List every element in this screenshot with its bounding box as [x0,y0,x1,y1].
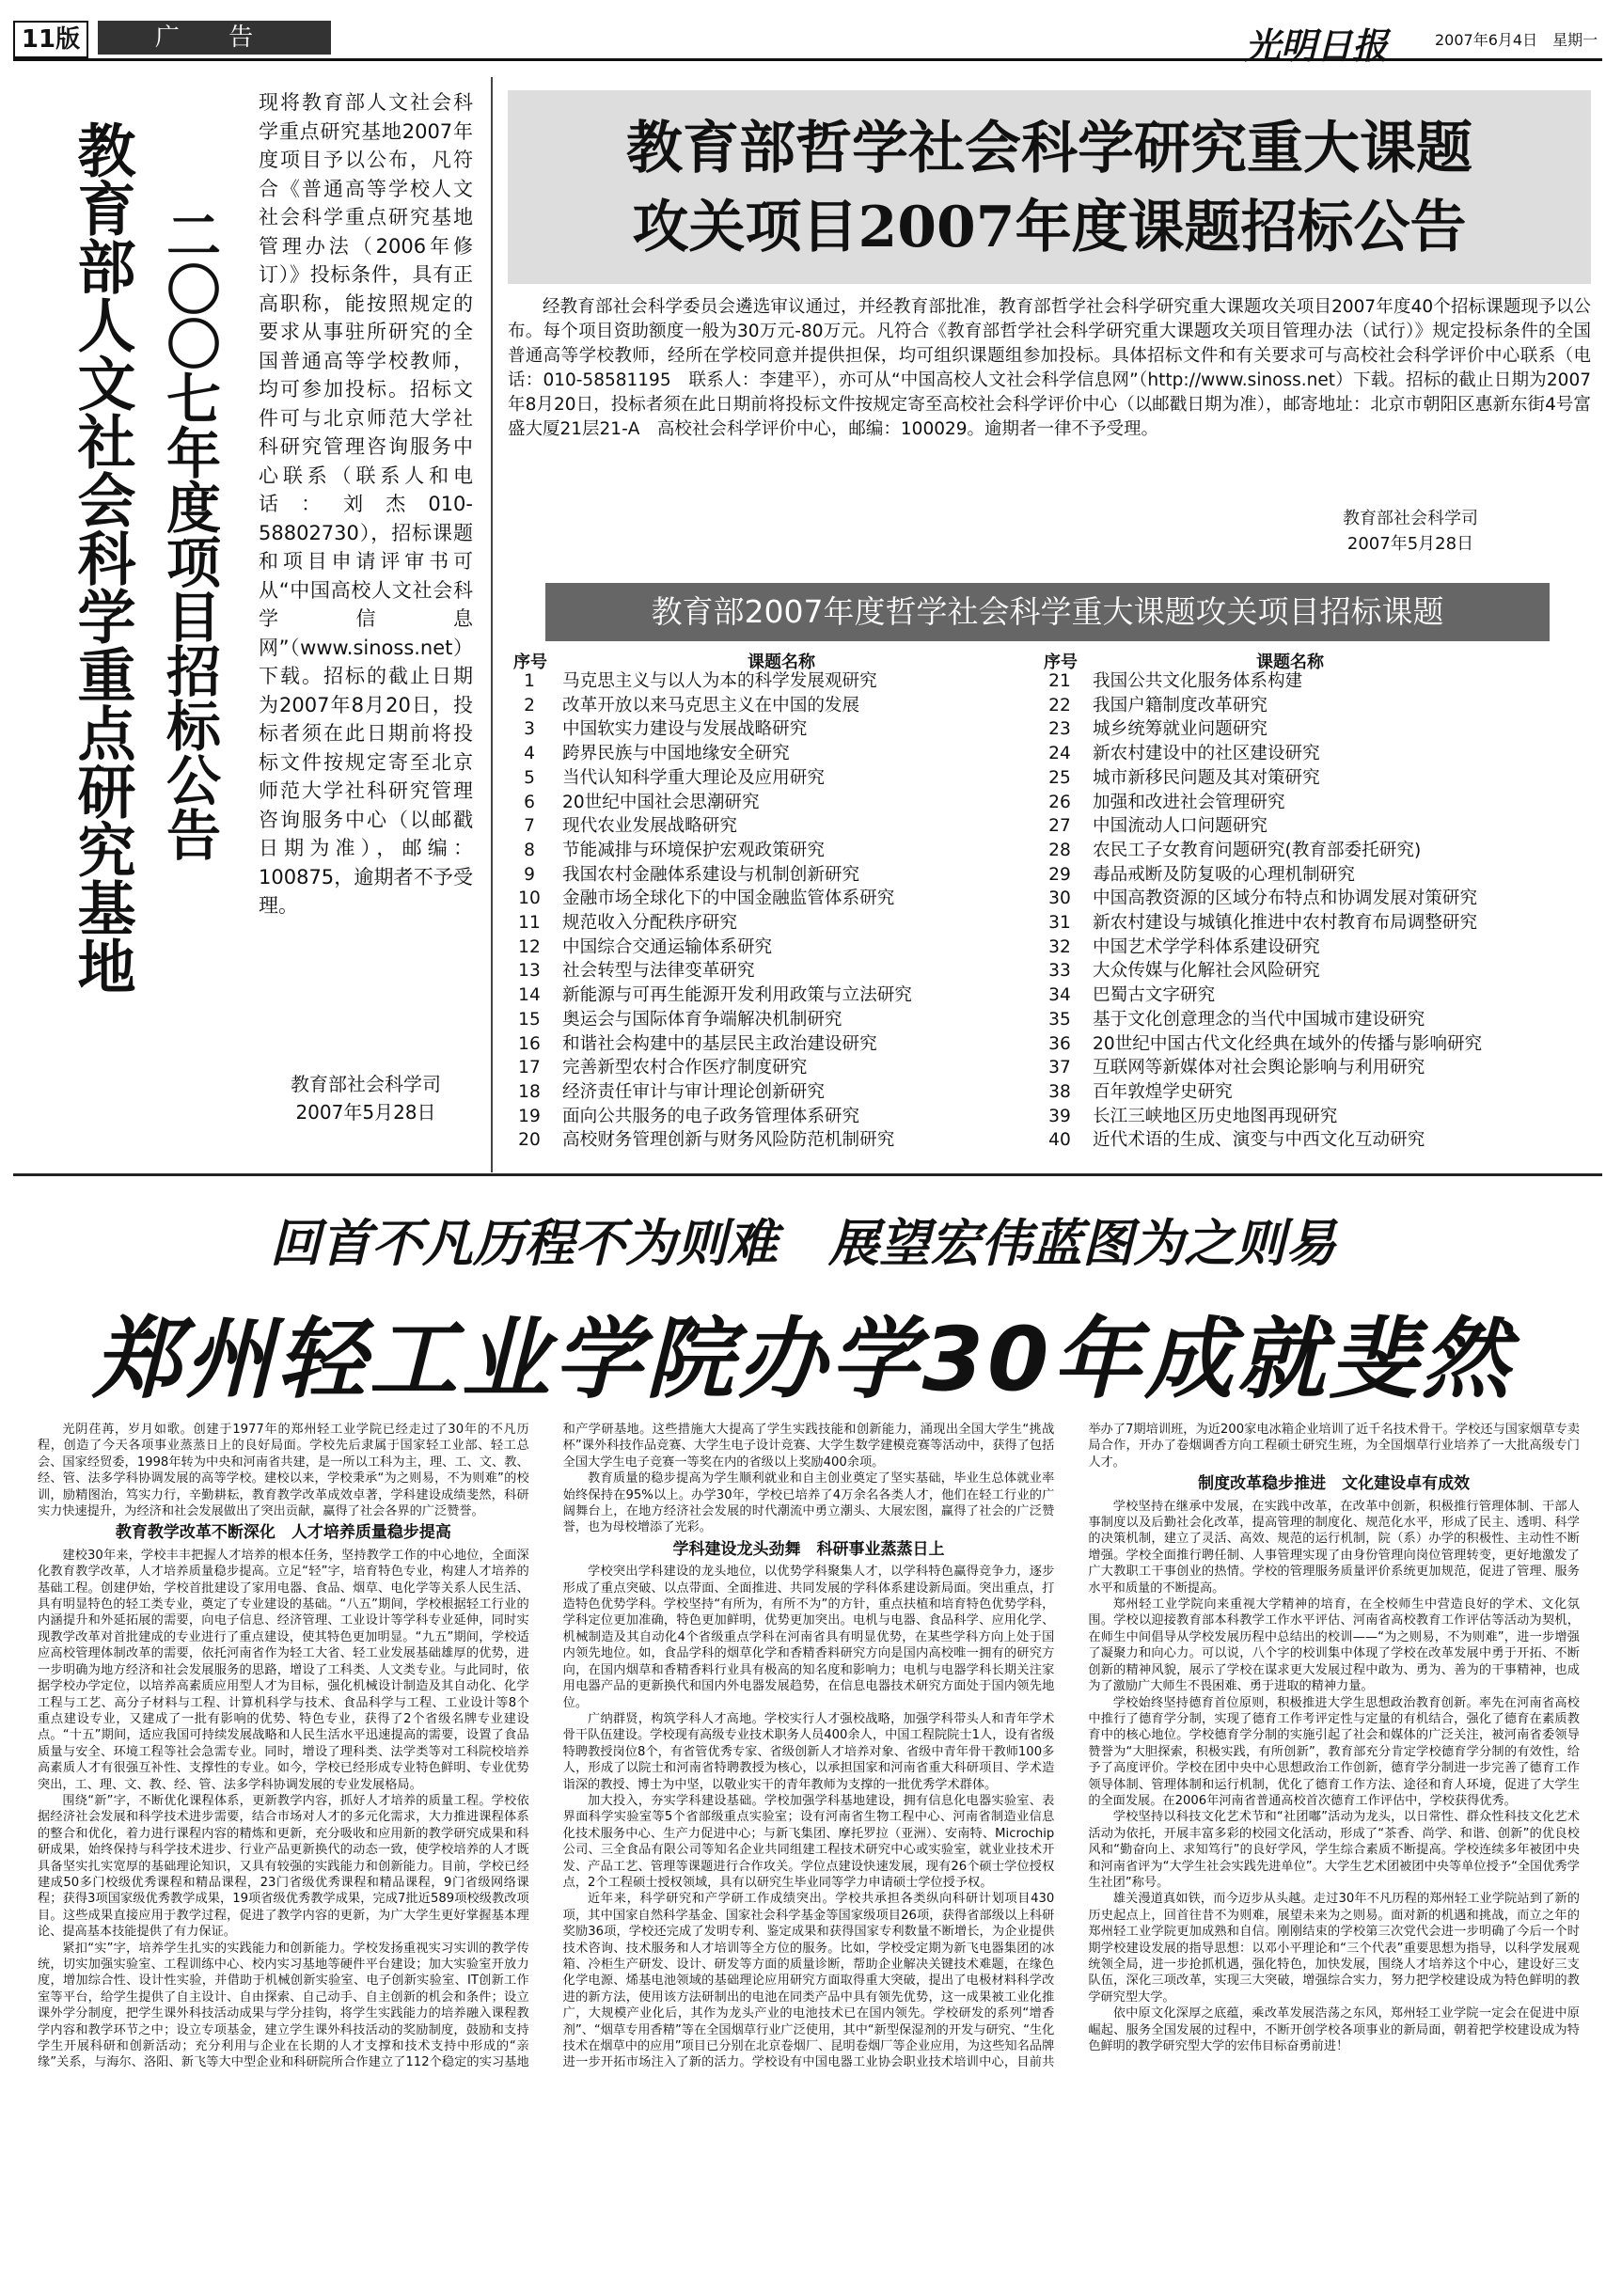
topic-row [1040,936,1482,960]
topic-name: 我国户籍制度改革研究 [1093,695,1267,716]
article-paragraph: 学校坚持在继承中发展，在实践中改革，在改革中创新，积极推行管理体制、干部人事制度以及后勤社会化改革，提高管理的制度化、规范化水平，形成了民主、透明、科学的决策机制，建立了灵活、高效、规范的运行机制，院（系）办学的积极性、主动性不断增强。学校全面推行聘任制、人事管理实现了由身份管理向岗位管理转变，更好地激发了广大教职工干事创业的热情。学校的管理服务质量评价系统更加规范，促进了管理、服务水平和质量的不断提高。 [1088,1499,1580,1596]
base-notice-title: 教育部人文社会科学重点研究基地 [68,120,136,995]
article-paragraph: 建校30年来，学校丰丰把握人才培养的根本任务，坚持教学工作的中心地位，全面深化教育教学改革，人才培养质量稳步提高。立足“轻”字，培育特色专业，构建人才培养的基础工程。创建伊始，学校首批建设了家用电器、食品、烟草、电化学等关系人民生活、具有明显特色的轻工类专业，奠定了专业建设的基础。“八五”期间，学校根据轻工行业的内涵提升和外延拓展的需要，向电子信息、经济管理、工业设计等学科专业延伸，同时实现教学改革对首批建成的专业进行了重点建设，使其特色更加明显。“九五”期间，学校适应高校管理体制改革的需要，依托河南省作为轻工大省、轻工业发展基础雄厚的优势，进一步明确为地方经济和社会发展服务的思路，增设了工科类、人文类专业。与此同时，依据学校办学定位，以培养高素质应用型人才为目标，强化机械设计制造及其自动化、化学工程与工艺、高分子材料与工程、计算机科学与技术、食品科学与工程、工业设计等8个重点建设专业，又建成了一批有影响的优势、特色专业，获得了2个省级名牌专业建设点。“十五”期间，适应我国可持续发展战略和人民生活水平迅速提高的需要，设置了食品质量与安全、环境工程等社会急需专业。同时，增设了理科类、法学类等对工科院校培养高素质人才有很强互补性、支撑性的专业。如今，学校已经形成专业特色鲜明、专业优势突出，工、理、文、教、经、管、法多学科协调发展的专业发展格局。 [38,1548,529,1792]
topic-number: 10 [518,889,541,909]
topic-name: 我国农村金融体系建设与机制创新研究 [562,864,860,885]
topic-number: 9 [524,864,535,885]
topic-number: 16 [518,1033,541,1054]
topic-number: 5 [524,767,535,788]
topic-number: 4 [524,744,535,764]
base-notice-subtitle: 二〇〇七年度项目招标公告 [157,207,221,861]
topic-row [1040,959,1482,983]
topic-list-left [510,669,912,1153]
article-paragraph: 广纳群贤，构筑学科人才高地。学校实行人才强校战略，加强学科带头人和青年学术骨干队伍建设。学校现有高级专业技术职务人员400余人，中国工程院院士1人，设有省级特聘教授岗位8个，有省管优秀专家、省级创新人才培养对象、省级中青年骨干教师100多人，形成了以院士和河南省特聘教授为核心，以承担国家和河南省重大科研项目、学术造诣深的教授、博士为中坚，以敬业实干的青年教师为支撑的一批优秀学术群体。 [562,1711,1055,1792]
issue-date: 2007年6月4日 星期一 [1435,31,1598,49]
topic-row [510,911,912,936]
topic-name: 中国艺术学学科体系建设研究 [1093,936,1320,957]
topic-number: 34 [1048,985,1071,1006]
topic-name: 高校财务管理创新与财务风险防范机制研究 [562,1130,895,1151]
topic-number: 22 [1048,695,1071,716]
topic-name: 我国公共文化服务体系构建 [1093,671,1303,691]
topic-name: 20世纪中国古代文化经典在域外的传播与影响研究 [1093,1033,1483,1054]
topic-list-right [1040,669,1482,1153]
topic-number: 25 [1048,767,1071,788]
topic-number: 36 [1048,1033,1071,1054]
topic-name: 现代农业发展战略研究 [562,816,737,837]
section-divider [13,1173,1602,1176]
topic-number: 29 [1048,864,1071,885]
topic-name: 完善新型农村合作医疗制度研究 [562,1058,808,1078]
topic-name: 和谐社会构建中的基层民主政治建设研究 [562,1033,877,1054]
topic-row [510,1056,912,1080]
topic-row [510,863,912,888]
feature-headline: 郑州轻工业学院办学30年成就斐然 [92,1309,1514,1411]
col-header-name: 课题名称 [1256,653,1324,672]
topic-name: 长江三峡地区历史地图再现研究 [1093,1106,1338,1126]
topic-row [1040,1032,1482,1057]
article-paragraph: 围绕“新”字，不断优化课程体系，更新教学内容，抓好人才培养的质量工程。学校依据经济社会发展和科学技术进步需要，结合市场对人才的多元化需求，大力推进课程体系的整合和优化，着力进行课程内容的精炼和更新，充分吸收和应用新的教学研究成果和科研成果，始终保持与科学技术进步、行业产品更新换代的动态一致，使学校培养的人才既具备坚实扎实宽厚的基础理论知识，又具有较强的实践能力和创新能力。目前，学校已经建成50多门校级优秀课程和精品课程，23门省级优秀课程和精品课程，9门省级网络课程；获得3项国家级优秀教学成果，19项省级优秀教学成果，完成7批近589项校级教改项目。这些成果直接应用于教学过程，促进了教学内容的更新，为广大学生更好掌握基本理论、提高基本技能提供了有力保证。 [38,1793,529,1940]
topic-name: 20世纪中国社会思潮研究 [562,792,760,812]
topic-name: 奥运会与国际体育争端解决机制研究 [562,1009,842,1030]
topic-row [1040,983,1482,1008]
topic-number: 35 [1048,1009,1071,1030]
topic-row [510,983,912,1008]
topic-name: 经济责任审计与审计理论创新研究 [562,1081,825,1102]
topic-name: 新农村建设与城镇化推进中农村教育布局调整研究 [1093,913,1478,934]
article-paragraph: 学校突出学科建设的龙头地位，以优势学科聚集人才，以学科特色赢得竞争力，逐步形成了重点突破、以点带面、全面推进、共同发展的学科体系建设新局面。突出重点，打造特色优势学科。学校坚持“有所为，有所不为”的方针，重点扶植和培育特色优势学科，学科定位更加准确，特色更加鲜明，优势更加突出。电机与电器、食品科学、应用化学、机械制造及其自动化4个省级重点学科在河南省具有明显优势，在某些学科方向上处于国内领先地位。如，食品学科的烟草化学和香精香料研究方向是国内高校唯一拥有的研究方向，在国内烟草和香精香料行业具有极高的知名度和影响力；电机与电器学科长期关注家用电器产品的更新换代和国内外电器发展趋势，在信息电器技术研究方面处于国内领先地位。 [562,1565,1055,1710]
topic-row [1040,863,1482,888]
topic-name: 互联网等新媒体对社会舆论影响与利用研究 [1093,1058,1425,1078]
feature-article [38,1422,1580,2272]
topic-number: 27 [1048,816,1071,837]
topic-name: 农民工子女教育问题研究(教育部委托研究) [1093,840,1422,860]
article-subheading: 制度改革稳步推进 文化建设卓有成效 [1198,1474,1471,1494]
topic-row [1040,1128,1482,1153]
topic-row [510,717,912,742]
topic-number: 12 [518,936,541,957]
topic-row [510,814,912,839]
topic-number: 8 [524,840,535,860]
topic-row [1040,911,1482,936]
main-notice-signature [1288,506,1533,557]
main-notice-body: 经教育部社会科学委员会遴选审议通过，并经教育部批准，教育部哲学社会科学研究重大课题攻关项目2007年度40个招标课题现予以公布。每个项目资助额度一般为30万元-80万元。凡符合《教育部哲学社会科学研究重大课题攻关项目管理办法（试行）》规定投标条件的全国普通高等学校教师，经所在学校同意并提供担保，均可组织课题组参加投标。具体招标文件和有关要求可与高校社会科学评价中心联系（电话：010-58581195 联系人：李建平），亦可从“中国高校人文社会科学信息网”（http://www.sinoss.net）下载。招标的截止日期为2007年8月20日，投标者须在此日期前将投标文件按规定寄至高校社会科学评价中心（以邮戳日期为准），邮寄地址：北京市朝阳区惠新东街4号富盛大厦21层21-A 高校社会科学评价中心，邮编：100029。逾期者一律不予受理。 [508,297,1591,439]
topic-number: 1 [524,671,535,691]
topic-name: 中国综合交通运输体系研究 [562,936,773,957]
article-paragraph: 依中原文化深厚之底蕴，乘改革发展浩荡之东风，郑州轻工业学院一定会在促进中原崛起、服务全国发展的过程中，不断开创学校各项事业的新局面，朝着把学校建设成为特色鲜明的教学研究型大学的宏伟目标奋勇前进！ [1088,2006,1580,2054]
article-paragraph: 学校始终坚持德育首位原则，积极推进大学生思想政治教育创新。率先在河南省高校中推行了德育学分制，实现了德育工作考评定性与定量的有机结合，强化了德育在素质教育中的核心地位。学校德育学分制的实施引起了社会和媒体的广泛关注，被河南省委领导赞誉为“大胆探索，积极实践，有所创新”，教育部充分肯定学校德育学分制的有效性，给予了高度评价。学校在团中央中心思想政治工作创新，德育学分制进一步完善了德育工作领导体制、管理体制和运行机制，优化了德育工作方法、途径和育人环境，促进了大学生的全面发展。在2006年河南省普通高校首次德育工作评估中，学校获得优秀。 [1088,1695,1580,1808]
topic-name: 大众传媒与化解社会风险研究 [1093,961,1320,982]
topic-row [510,839,912,863]
topic-number: 30 [1048,889,1071,909]
topic-number: 11 [518,913,541,934]
topic-row [510,887,912,911]
topic-row [1040,742,1482,766]
topic-row [510,669,912,694]
article-paragraph: 郑州轻工业学院向来重视大学精神的培育，在全校师生中营造良好的学术、文化氛围。学校以迎接教育部本科教学工作水平评估、河南省高校教育工作评估等活动为契机，在师生中间倡导从学校发展历程中总结出的校训——“为之则易，不为则难”，进一步增强了凝聚力和向心力。可以说，八个字的校训集中体现了学校在改革发展中勇于开拓、不断创新的精神风貌，展示了学校在谋求更大发展过程中敢为、勇为、善为的干事精神，也成为了激励广大师生不畏困难、勇于进取的精神力量。 [1088,1597,1580,1694]
topic-row [510,1032,912,1057]
col-header-number: 序号 [1044,653,1078,672]
topic-name: 中国软实力建设与发展战略研究 [562,719,808,740]
topic-name: 城市新移民问题及其对策研究 [1093,767,1320,788]
topic-name: 社会转型与法律变革研究 [562,961,755,982]
topic-number: 33 [1048,961,1071,982]
article-paragraph: 光阴荏苒，岁月如歌。创建于1977年的郑州轻工业学院已经走过了30年的不凡历程，创造了今天各项事业蒸蒸日上的良好局面。学校先后隶属于国家轻工业部、轻工总会、国家经贸委，1998年转为中央和河南省共建，是一所以工科为主，理、工、文、教、经、管、法多学科协调发展的高等学校。建校以来，学校秉承“为之则易，不为则难”的校训，励精图治，笃实力行，辛勤耕耘，教育教学改革成效卓著，学科建设成绩斐然，科研实力快速提升，为经济和社会发展做出了突出贡献，赢得了社会各界的广泛赞誉。 [38,1423,529,1519]
topic-name: 新农村建设中的社区建设研究 [1093,744,1320,764]
signature-date: 2007年5月28日 [295,1101,436,1124]
topic-number: 6 [524,792,535,812]
topic-number: 3 [524,719,535,740]
page-number: 11版 [13,21,88,58]
topic-number: 2 [524,695,535,716]
topic-number: 26 [1048,792,1071,812]
topic-name: 面向公共服务的电子政务管理体系研究 [562,1106,860,1126]
topic-row [510,791,912,815]
topic-name: 中国高教资源的区域分布特点和协调发展对策研究 [1093,889,1478,909]
title-line-2: 攻关项目2007年度课题招标公告 [632,195,1467,260]
topic-name: 马克思主义与以人为本的科学发展观研究 [562,671,877,691]
topic-row [1040,814,1482,839]
article-subheading: 学科建设龙头劲舞 科研事业蒸蒸日上 [672,1539,945,1559]
topic-name: 毒品戒断及防复吸的心理机制研究 [1093,864,1355,885]
signature-date: 2007年5月28日 [1346,534,1474,554]
article-paragraph: 紧扣“实”字，培养学生扎实的实践能力和创新能力。学校发扬重视实习实训的教学传统，切实加强实验室、工程训练中心、校内实习基地等硬件平台建设；加大实验室开放力度，增加综合性、设计性实验，并借助于机械创新实验室、电子创新实验室、IT创新工作室等平台，给学生提供了自主设计、自由探索、自己动手、自主创新的机会和条件；设立课外学分制度，把学生课外科技活动成果与学分挂钩，将学生实践能力的培养融入课程教学内容和教学环节之中；设立专项基金，建立学生课外科技活动的奖励制度，鼓励和支持学生开展科研和创新活动；充分利用与企业在长期的人才支撑和技术支持中形成的“亲缘”关系，与海尔、洛阳、新飞等大中型企业和科研院所合作建立了112个稳定的实习基地和产学研基地。这些措施大大提高了学生实践技能和创新能力，涌现出全国大学生“挑战杯”课外科技作品竞赛、大学生电子设计竞赛、大学生数学建模竞赛等活动中，获得了包括全国大学生电子竞赛一等奖在内的省级以上奖励400余项。 [38,1423,1055,2070]
article-paragraph: 近年来，科学研究和产学研工作成绩突出。学校共承担各类纵向科研计划项目430项，其中国家自然科学基金、国家社会科学基金等国家级项目26项，获得省部级以上科研奖励36项，学校还完成了发明专利、鉴定成果和获得国家专利数量不断增长，为企业提供技术咨询、技术服务和人才培训等全方位的服务。比如，学校受定期为新飞电器集团的冰箱、冷柜生产研发、设计、研发等方面的质量诊断，帮助企业解决关键技术难题，在缘色化学电源、烯基电池领域的基础理论应用研究方面取得重大突破，提出了电极材料科学改进的新方法，使用该方法研制出的电池在同类产品中具有领先优势，这一成果被工业化推广，大规模产业化后，其作为龙头产业的电池技术已在国内领先。学校研发的系列“增香剂”、“烟草专用香精”等在全国烟草行业广泛使用，其中“新型保湿剂的开发与研究、“生化技术在烟草中的应用”项目已分别在北京卷烟厂、昆明卷烟厂等企业应用，为这些知名品牌进一步开拓市场注入了新的活力。学校设有中国电器工业协会职业技术培训中心，目前共举办了7期培训班，为近200家电冰箱企业培训了近千名技术骨干。学校还与国家烟草专卖局合作，开办了卷烟调香方向工程硕士研究生班，为全国烟草行业培养了一大批高级专门人才。 [562,1423,1580,2070]
topic-name: 新能源与可再生能源开发利用政策与立法研究 [562,985,912,1006]
article-subheading: 教育教学改革不断深化 人才培养质量稳步提高 [115,1523,451,1543]
topic-number: 20 [518,1130,541,1151]
col-header-number: 序号 [513,653,547,672]
newspaper-logo: 光明日报 [1245,24,1389,67]
main-notice-title-box [508,90,1591,284]
topic-name: 当代认知科学重大理论及应用研究 [562,767,825,788]
topic-name: 跨界民族与中国地缘安全研究 [562,744,790,764]
topic-number: 15 [518,1009,541,1030]
signature-org: 教育部社会科学司 [1343,509,1478,528]
topic-row [1040,791,1482,815]
topic-number: 39 [1048,1106,1071,1126]
topic-number: 32 [1048,936,1071,957]
topic-number: 31 [1048,913,1071,934]
topic-row [1040,887,1482,911]
topic-number: 38 [1048,1081,1071,1102]
topic-number: 24 [1048,744,1071,764]
topic-row [1040,694,1482,718]
feature-slogan: 回首不凡历程不为则难 展望宏伟蓝图为之则易 [270,1213,1336,1273]
topic-name: 近代术语的生成、演变与中西文化互动研究 [1093,1130,1425,1151]
topic-name: 巴蜀古文字研究 [1093,985,1216,1006]
col-header-name: 课题名称 [748,653,815,672]
topic-name: 改革开放以来马克思主义在中国的发展 [562,695,860,716]
topic-name: 规范收入分配秩序研究 [562,913,737,934]
topic-row [510,1128,912,1153]
topic-name: 加强和改进社会管理研究 [1093,792,1285,812]
topic-row [1040,1080,1482,1105]
topic-name: 金融市场全球化下的中国金融监管体系研究 [562,889,895,909]
topic-row [1040,717,1482,742]
topic-row [1040,1008,1482,1032]
topic-row [510,694,912,718]
topic-name: 基于文化创意理念的当代中国城市建设研究 [1093,1009,1425,1030]
topic-row [510,936,912,960]
topic-row [1040,839,1482,863]
topic-name: 节能减排与环境保护宏观政策研究 [562,840,825,860]
title-line-1: 教育部哲学社会科学研究重大课题 [626,116,1472,181]
topic-number: 7 [524,816,535,837]
topic-number: 40 [1048,1130,1071,1151]
section-label: 广 告 [98,21,331,55]
topic-row [510,1008,912,1032]
topic-row [1040,766,1482,791]
topic-name: 中国流动人口问题研究 [1093,816,1267,837]
topic-row [510,742,912,766]
article-paragraph: 学校坚持以科技文化艺术节和“社团嘟”活动为龙头，以日常性、群众性科技文化艺术活动为依托，开展丰富多彩的校园文化活动，形成了“茶香、尚学、和谐、创新”的优良校风和“勤奋向上、求知笃行”的良好学风，学生综合素质不断提高。学校连续多年被团中央和河南省评为“大学生社会实践先进单位”。大学生艺术团被团中央等单位授予“全国优秀学生社团”称号。 [1088,1810,1580,1890]
masthead [13,17,1602,67]
topics-heading: 教育部2007年度哲学社会科学重大课题攻关项目招标课题 [545,583,1550,641]
topic-number: 17 [518,1058,541,1078]
topic-row [1040,1105,1482,1129]
base-notice-body: 现将教育部人文社会科学重点研究基地2007年度项目予以公布，凡符合《普通高等学校人文社会科学重点研究基地管理办法（2006年修订）》投标条件，具有正高职称，能按照规定的要求从事驻所研究的全国普通高等学校教师，均可参加投标。招标文件可与北京师范大学社科研究管理咨询服务中心联系（联系人和电话：刘杰010-58802730），招标课题和项目申请评审书可从“中国高校人文社会科学信息网”（www.sinoss.net）下载。招标的截止日期为2007年8月20日，投标者须在此日期前将投标文件按规定寄至北京师范大学社科研究管理咨询服务中心（以邮戳日期为准），邮编：100875，逾期者不予受理。 [259,91,473,917]
column-divider [491,77,493,1172]
topic-row [510,959,912,983]
topic-number: 18 [518,1081,541,1102]
article-paragraph: 教育质量的稳步提高为学生顺利就业和自主创业奠定了坚实基础，毕业生总体就业率始终保持在95%以上。办学30年，学校已培养了4万余名各类人才，他们在轻工行业的广阔舞台上，在地方经济社会发展的时代潮流中勇立潮头、大展宏图，赢得了社会的广泛赞誉，也为母校增添了光彩。 [562,1471,1055,1535]
article-paragraph: 加大投入，夯实学科建设基础。学校加强学科基地建设，拥有信息化电器实验室、表界面科学实验室等5个省部级重点实验室；设有河南省生物工程中心、河南省制造业信息化技术服务中心、生产力促进中心；与新飞集团、摩托罗拉（亚洲）、安南特、Microchip公司、三全食品有限公司等知名企业共同组建工程技术研究中心或实验室，就业业技术开发、产品工艺、管理等课题进行合作攻关。学位点建设快速发展，现有26个硕士学位授权点，2个工程硕士授权领域，具有以研究生毕业同等学力申请硕士学位授予权。 [562,1793,1055,1890]
topic-number: 23 [1048,719,1071,740]
topic-row [1040,1056,1482,1080]
topic-number: 14 [518,985,541,1006]
topic-row [510,1105,912,1129]
topic-number: 28 [1048,840,1071,860]
topic-number: 13 [518,961,541,982]
topic-row [1040,669,1482,694]
topic-number: 19 [518,1106,541,1126]
topic-name: 百年敦煌学史研究 [1093,1081,1233,1102]
article-paragraph: 雄关漫道真如铁，而今迈步从头越。走过30年不凡历程的郑州轻工业学院站到了新的历史起点上，回首往昔不为则难，展望未来为之则易。面对新的机遇和挑战，而立之年的郑州轻工业学院更加成熟和自信。刚刚结束的学校第三次党代会进一步明确了今后一个时期学校建设发展的指导思想：以邓小平理论和“三个代表”重要思想为指导，以科学发展观统领全局，进一步抢抓机遇，强化特色，加快发展，围绕人才培养这个中心，建设好三支队伍，深化三项改革，实现三大突破，增强综合实力，努力把学校建设成为特色鲜明的教学研究型大学。 [1088,1892,1580,2005]
signature-org: 教育部社会科学司 [291,1073,441,1095]
main-notice-title [508,109,1591,267]
base-notice-signature [259,1070,473,1126]
topic-number: 21 [1048,671,1071,691]
topic-number: 37 [1048,1058,1071,1078]
topic-row [510,766,912,791]
topic-name: 城乡统筹就业问题研究 [1093,719,1267,740]
topic-row [510,1080,912,1105]
